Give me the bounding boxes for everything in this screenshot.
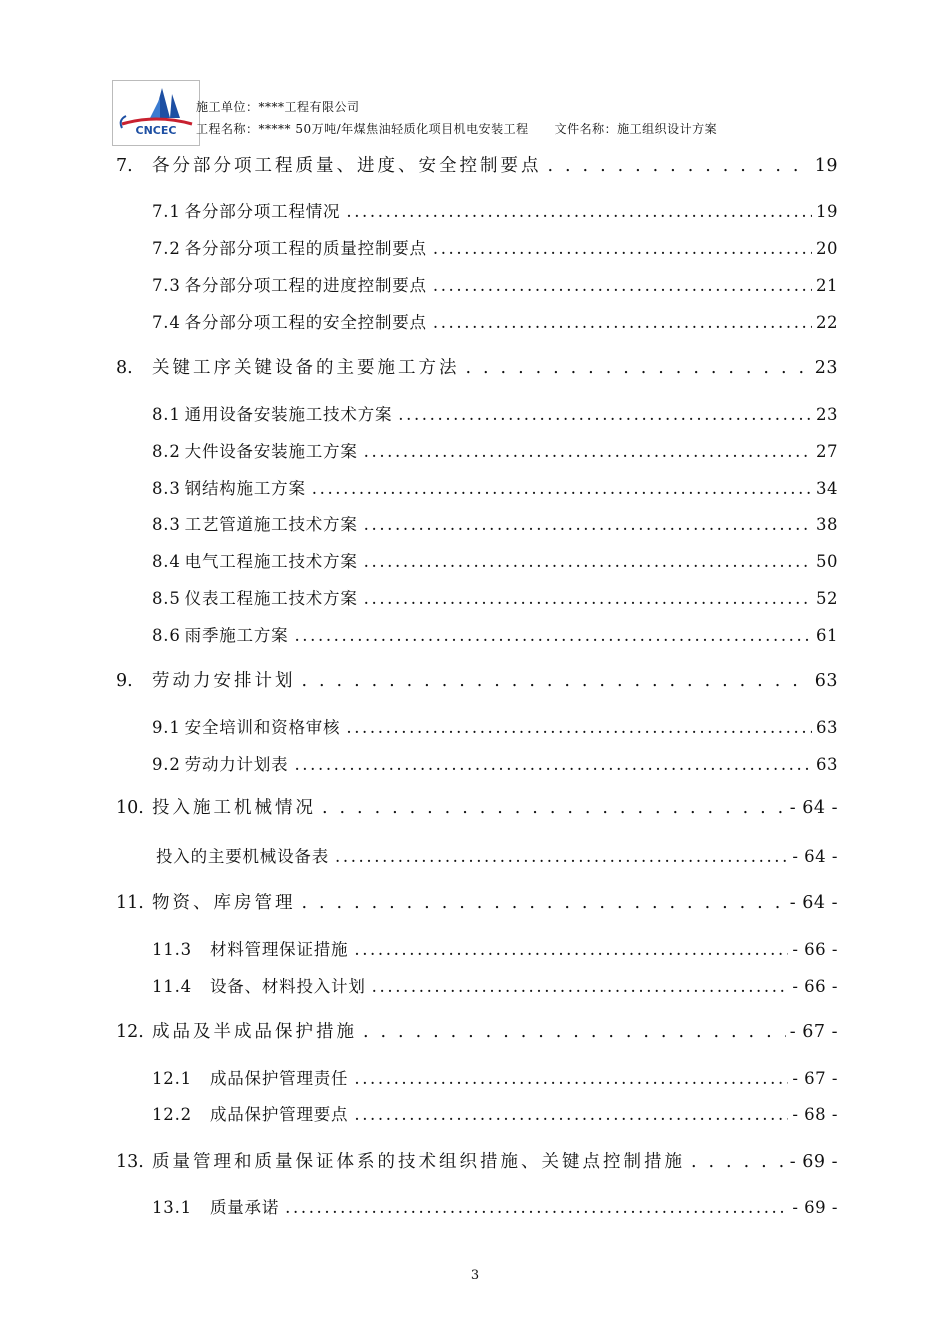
toc-entry[interactable] bbox=[116, 667, 838, 691]
toc-entry-title: 各分部分项工程的安全控制要点 bbox=[184, 313, 427, 332]
toc-entry-page: 38 bbox=[816, 515, 838, 534]
toc-entry-number: 9. bbox=[116, 671, 133, 691]
toc-leader-dots bbox=[433, 313, 812, 332]
toc-leader-dots bbox=[433, 276, 812, 295]
toc-entry-page: 23 bbox=[814, 358, 838, 378]
toc-entry-title: 劳动力计划表 bbox=[184, 755, 289, 774]
toc-entry-title: 质量管理和质量保证体系的技术组织措施、关键点控制措施 bbox=[152, 1152, 685, 1172]
toc-entry-number: 13.1 bbox=[152, 1198, 192, 1217]
toc-entry-number: 8.3 bbox=[152, 479, 181, 498]
toc-entry-number: 8.3 bbox=[152, 515, 181, 534]
toc-entry-title: 各分部分项工程质量、进度、安全控制要点 bbox=[152, 156, 542, 176]
toc-entry-title: 钢结构施工方案 bbox=[184, 479, 306, 498]
toc-entry-number: 12.2 bbox=[152, 1105, 192, 1124]
toc-entry-title: 物资、库房管理 bbox=[152, 893, 296, 913]
toc-entry[interactable] bbox=[152, 235, 838, 259]
toc-entry-number: 9.1 bbox=[152, 718, 181, 737]
toc-entry[interactable] bbox=[152, 843, 838, 867]
toc-entry[interactable] bbox=[152, 751, 838, 775]
toc-entry[interactable] bbox=[152, 936, 838, 960]
toc-entry-title: 雨季施工方案 bbox=[184, 626, 289, 645]
toc-entry[interactable] bbox=[116, 354, 838, 378]
toc-entry[interactable] bbox=[152, 973, 838, 997]
toc-leader-dots bbox=[312, 479, 812, 498]
toc-entry[interactable] bbox=[152, 438, 838, 462]
toc-entry-page: - 66 - bbox=[792, 977, 838, 996]
toc-entry-page: 27 bbox=[816, 442, 838, 461]
toc-entry[interactable] bbox=[152, 475, 838, 499]
toc-leader-dots bbox=[364, 589, 812, 608]
toc-entry-title: 成品保护管理责任 bbox=[209, 1069, 349, 1088]
toc-entry-number: 7.1 bbox=[152, 202, 181, 221]
toc-leader-dots bbox=[346, 202, 812, 221]
toc-entry-number: 7.3 bbox=[152, 276, 181, 295]
toc-entry-page: - 64 - bbox=[789, 798, 838, 818]
toc-entry-number: 12.1 bbox=[152, 1069, 192, 1088]
toc-entry-number: 11. bbox=[116, 893, 144, 913]
toc-entry-title: 仪表工程施工技术方案 bbox=[184, 589, 358, 608]
toc-entry-number: 7.2 bbox=[152, 239, 181, 258]
toc-entry-page: 50 bbox=[816, 552, 838, 571]
toc-entry-title: 各分部分项工程的进度控制要点 bbox=[184, 276, 427, 295]
toc-entry-page: 21 bbox=[816, 276, 838, 295]
toc-entry-title: 电气工程施工技术方案 bbox=[184, 552, 358, 571]
toc-entry-page: 23 bbox=[816, 405, 838, 424]
toc-entry[interactable] bbox=[152, 511, 838, 535]
toc-leader-dots bbox=[433, 239, 812, 258]
toc-leader-dots bbox=[372, 977, 789, 996]
toc-entry-page: 61 bbox=[816, 626, 838, 645]
toc-entry-title: 各分部分项工程情况 bbox=[184, 202, 341, 221]
toc-entry[interactable] bbox=[152, 272, 838, 296]
toc-entry-page: - 64 - bbox=[792, 847, 838, 866]
toc-entry-page: 52 bbox=[816, 589, 838, 608]
toc-leader-dots bbox=[354, 1105, 788, 1124]
toc-leader-dots bbox=[354, 940, 788, 959]
toc-entry-page: 19 bbox=[816, 202, 838, 221]
toc-entry[interactable] bbox=[152, 1101, 838, 1125]
toc-entry-title: 大件设备安装施工方案 bbox=[184, 442, 358, 461]
toc-entry-number: 10. bbox=[116, 798, 144, 818]
toc-entry[interactable] bbox=[152, 309, 838, 333]
toc-leader-dots bbox=[548, 156, 811, 176]
toc-entry-page: - 68 - bbox=[792, 1105, 838, 1124]
toc-leader-dots bbox=[398, 405, 812, 424]
toc-entry-page: - 69 - bbox=[789, 1152, 838, 1172]
toc-entry[interactable] bbox=[152, 585, 838, 609]
header-project: 工程名称：***** 50万吨/年煤焦油轻质化项目机电安装工程 bbox=[196, 122, 529, 136]
header-project-line bbox=[196, 120, 717, 137]
toc-leader-dots bbox=[294, 626, 812, 645]
toc-entry-page: 34 bbox=[816, 479, 838, 498]
toc-entry[interactable] bbox=[152, 548, 838, 572]
toc-entry-page: 63 bbox=[814, 671, 838, 691]
toc-leader-dots bbox=[302, 671, 811, 691]
page-number: 3 bbox=[470, 1268, 480, 1283]
toc-entry[interactable] bbox=[116, 152, 838, 176]
toc-entry-page: 20 bbox=[816, 239, 838, 258]
toc-entry-number: 12. bbox=[116, 1022, 144, 1042]
toc-leader-dots bbox=[364, 442, 812, 461]
toc-entry-number: 8.4 bbox=[152, 552, 181, 571]
toc-leader-dots bbox=[322, 798, 786, 818]
toc-leader-dots bbox=[285, 1198, 788, 1217]
toc-entry[interactable] bbox=[116, 794, 838, 818]
toc-entry-number: 8. bbox=[116, 358, 133, 378]
toc-entry-number: 7. bbox=[116, 156, 133, 176]
toc-leader-dots bbox=[364, 552, 812, 571]
toc-leader-dots bbox=[335, 847, 788, 866]
logo-text: CNCEC bbox=[135, 124, 177, 137]
toc-entry-number: 11.4 bbox=[152, 977, 192, 996]
toc-entry-title: 通用设备安装施工技术方案 bbox=[184, 405, 393, 424]
header-unit: 施工单位：****工程有限公司 bbox=[196, 100, 360, 114]
toc-leader-dots bbox=[294, 755, 812, 774]
toc-entry-number: 8.5 bbox=[152, 589, 181, 608]
toc-entry-title: 劳动力安排计划 bbox=[152, 671, 296, 691]
toc-entry-title: 投入施工机械情况 bbox=[152, 798, 316, 818]
toc-entry-title: 成品及半成品保护措施 bbox=[152, 1022, 357, 1042]
toc-leader-dots bbox=[354, 1069, 788, 1088]
toc-entry-number: 11.3 bbox=[152, 940, 192, 959]
toc-entry-number: 13. bbox=[116, 1152, 144, 1172]
toc-entry[interactable] bbox=[152, 1065, 838, 1089]
toc-entry-title: 各分部分项工程的质量控制要点 bbox=[184, 239, 427, 258]
header-file: 文件名称：施工组织设计方案 bbox=[554, 122, 718, 136]
toc-entry-title: 投入的主要机械设备表 bbox=[156, 847, 329, 866]
toc-entry-number: 8.1 bbox=[152, 405, 181, 424]
company-logo bbox=[112, 80, 200, 146]
toc-entry-title: 材料管理保证措施 bbox=[209, 940, 349, 959]
toc-entry-number: 8.2 bbox=[152, 442, 181, 461]
toc-entry-page: 22 bbox=[816, 313, 838, 332]
toc-entry-page: - 64 - bbox=[789, 893, 838, 913]
toc-leader-dots bbox=[346, 718, 812, 737]
toc-entry-page: - 66 - bbox=[792, 940, 838, 959]
toc-entry-page: 63 bbox=[816, 755, 838, 774]
toc-entry-page: 63 bbox=[816, 718, 838, 737]
toc-entry[interactable] bbox=[152, 1194, 838, 1218]
toc-leader-dots bbox=[302, 893, 786, 913]
toc-entry-page: 19 bbox=[814, 156, 838, 176]
toc-entry[interactable] bbox=[152, 622, 838, 646]
toc-entry-number: 7.4 bbox=[152, 313, 181, 332]
toc-entry[interactable] bbox=[152, 401, 838, 425]
toc-entry-title: 安全培训和资格审核 bbox=[184, 718, 341, 737]
toc-entry[interactable] bbox=[116, 1148, 838, 1172]
toc-entry-number: 9.2 bbox=[152, 755, 181, 774]
toc-entry-page: - 67 - bbox=[792, 1069, 838, 1088]
toc-entry[interactable] bbox=[116, 889, 838, 913]
toc-entry[interactable] bbox=[152, 714, 838, 738]
toc-entry-title: 成品保护管理要点 bbox=[209, 1105, 349, 1124]
toc-entry-title: 关键工序关键设备的主要施工方法 bbox=[152, 358, 460, 378]
toc-entry-page: - 67 - bbox=[789, 1022, 838, 1042]
toc-entry-number: 8.6 bbox=[152, 626, 181, 645]
toc-entry-title: 工艺管道施工技术方案 bbox=[184, 515, 358, 534]
toc-leader-dots bbox=[363, 1022, 786, 1042]
toc-entry[interactable] bbox=[116, 1018, 838, 1042]
toc-entry-title: 质量承诺 bbox=[209, 1198, 280, 1217]
toc-entry-title: 设备、材料投入计划 bbox=[209, 977, 366, 996]
toc-entry-page: - 69 - bbox=[792, 1198, 838, 1217]
toc-leader-dots bbox=[364, 515, 812, 534]
toc-leader-dots bbox=[691, 1152, 786, 1172]
toc-leader-dots bbox=[466, 358, 811, 378]
toc-entry[interactable] bbox=[152, 198, 838, 222]
